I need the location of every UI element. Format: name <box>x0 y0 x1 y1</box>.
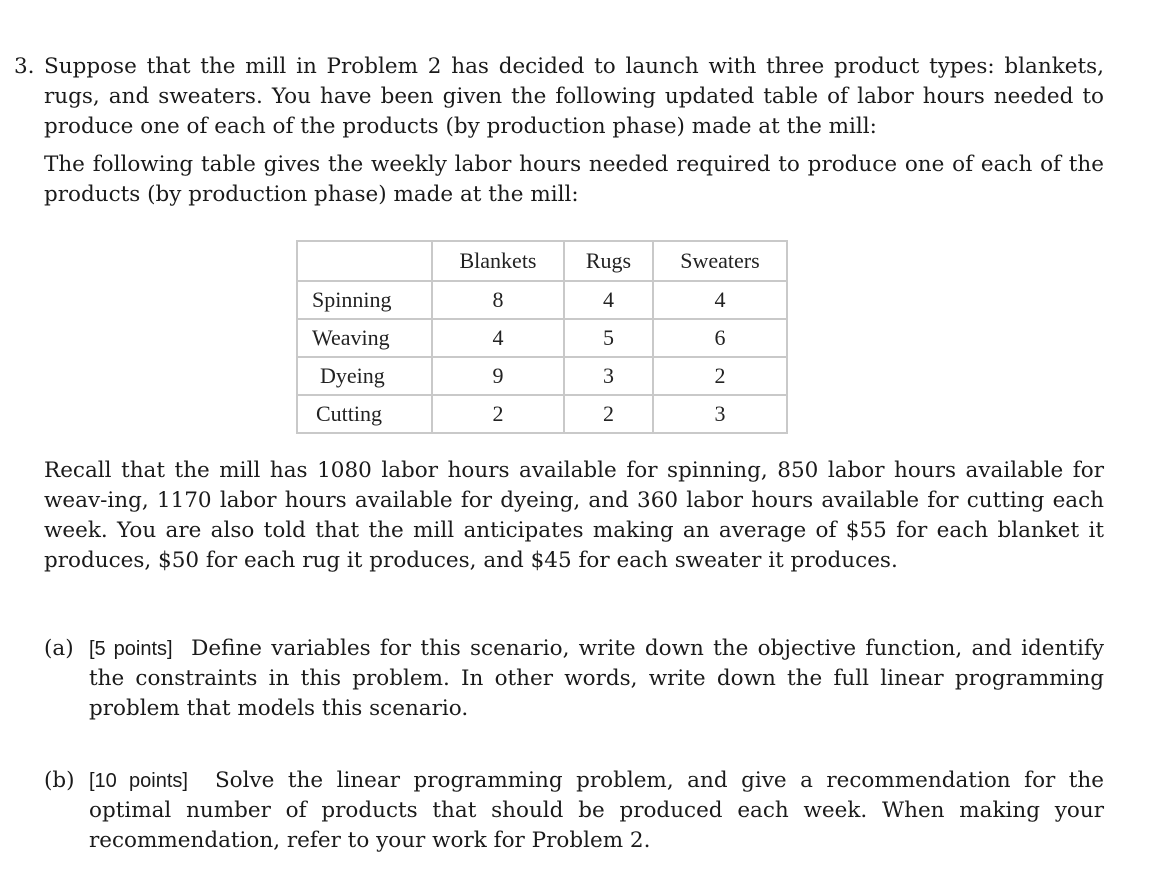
part-b <box>44 766 1104 856</box>
labor-hours-table <box>296 240 788 434</box>
row-label: Weaving <box>297 319 432 357</box>
problem-intro <box>14 52 1104 142</box>
table-row <box>297 281 787 319</box>
problem-number: 3. <box>14 54 35 79</box>
part-label: (a) <box>44 636 74 661</box>
table-cell: 2 <box>564 395 653 433</box>
row-label: Cutting <box>297 395 432 433</box>
table-cell: 3 <box>653 395 787 433</box>
table-cell: 3 <box>564 357 653 395</box>
column-header: Sweaters <box>653 241 787 281</box>
table-row <box>297 319 787 357</box>
column-header: Rugs <box>564 241 653 281</box>
part-text <box>89 634 1104 724</box>
table-cell: 6 <box>653 319 787 357</box>
table-row <box>297 395 787 433</box>
problem-intro-text: Suppose that the mill in Problem 2 has decided to launch with three product types: blankets, rugs, and sweaters. You have been given the following updated table of labor hours needed to produce one of each of the products (by production phase) made at the mill: <box>44 54 1104 139</box>
part-points: [5 points] <box>89 638 173 660</box>
part-a <box>44 634 1104 724</box>
part-text <box>89 766 1104 856</box>
table-row <box>297 357 787 395</box>
part-body: Solve the linear programming problem, and give a recommendation for the optimal number of products that should be produced each week. When making your recommendation, refer to your work for Problem 2. <box>89 768 1104 853</box>
table-cell: 4 <box>653 281 787 319</box>
part-body: Define variables for this scenario, write down the objective function, and identify the constraints in this problem. In other words, write down the full linear programming problem that models this scenario. <box>89 636 1105 721</box>
part-label: (b) <box>44 768 75 793</box>
column-header: Blankets <box>432 241 564 281</box>
table-cell: 5 <box>564 319 653 357</box>
part-points: [10 points] <box>89 770 188 792</box>
table-cell: 8 <box>432 281 564 319</box>
table-cell: 4 <box>564 281 653 319</box>
table-corner-cell <box>297 241 432 281</box>
table-intro-text: The following table gives the weekly labor hours needed required to produce one of each of the products (by production phase) made at the mill: <box>44 152 1104 207</box>
row-label: Spinning <box>297 281 432 319</box>
recall-paragraph: Recall that the mill has 1080 labor hours available for spinning, 850 labor hours available for weav-ing, 1170 labor hours available for dyeing, and 360 labor hours available for cutting each week. You are also told that the mill anticipates making an average of $55 for each blanket it produces, $50 for each rug it produces, and $45 for each sweater it produces. <box>44 458 1104 573</box>
table-cell: 4 <box>432 319 564 357</box>
row-label: Dyeing <box>297 357 432 395</box>
table-cell: 2 <box>653 357 787 395</box>
table-cell: 2 <box>432 395 564 433</box>
table-header-row <box>297 241 787 281</box>
table-cell: 9 <box>432 357 564 395</box>
